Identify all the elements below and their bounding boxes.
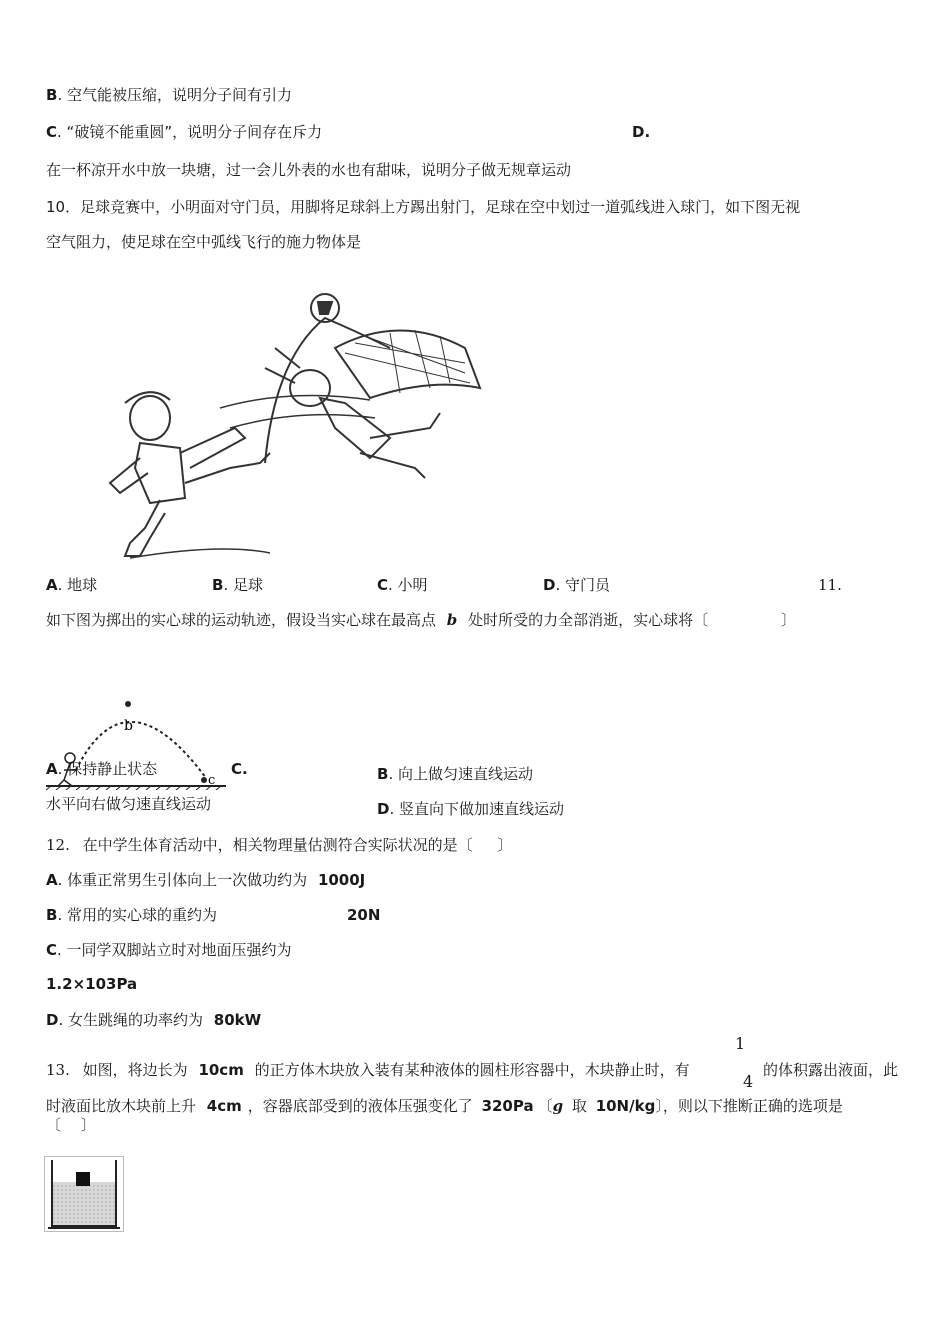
q9-option-b-letter: B	[46, 86, 58, 104]
q13-l2i: 〕，则以下推断正确的选项是	[655, 1097, 843, 1115]
q13-l2c: ，容器底部受到的液体压强变化了	[247, 1097, 473, 1115]
q12-option-b-letter: B	[46, 906, 58, 924]
q10-stem-line1: 10．足球竞赛中，小明面对守门员，用脚将足球斜上方踢出射门，足球在空中划过一道弧线进入球门，如下图无视	[46, 198, 801, 216]
q12-stem-text: 在中学生体育活动中，相关物理量估测符合实际状况的是〔	[82, 836, 473, 854]
q9-option-c-text: . “破镜不能重圆”，说明分子间存在斥力	[57, 123, 323, 141]
q11-stem-c: 〕	[780, 611, 796, 629]
q10-stem-line2: 空气阻力，使足球在空中弧线飞行的施力物体是	[46, 233, 362, 251]
goalkeeper-head-icon	[290, 370, 330, 406]
q11-stem	[46, 610, 796, 630]
q12-option-d-letter: D	[46, 1011, 59, 1029]
q11-option-c-label	[231, 759, 248, 779]
wood-block-icon	[76, 1172, 90, 1186]
q13-l1d: 的体积露出液面，此	[763, 1061, 899, 1079]
q11-option-a	[46, 759, 157, 779]
q12-option-d	[46, 1010, 261, 1030]
q11-option-a-letter: A	[46, 760, 58, 778]
q11-option-b	[377, 764, 533, 784]
goalkeeper-body-icon	[320, 398, 390, 458]
q10-option-c-text: . 小明	[388, 576, 428, 594]
q11-option-c-text: 水平向右做匀速直线运动	[46, 795, 212, 813]
q10-option-c-letter: C	[377, 576, 389, 594]
q10-option-b-text: . 足球	[223, 576, 263, 594]
q11-stem-a: 如下图为掷出的实心球的运动轨迹，假设当实心球在最高点	[46, 611, 437, 629]
q12-option-b-text: . 常用的实心球的重约为	[57, 906, 217, 924]
label-b: b	[124, 718, 133, 734]
q13-l1b: 10cm	[198, 1061, 244, 1079]
q12-stem-end: 〕	[497, 836, 513, 854]
q11-option-b-letter: B	[377, 765, 389, 783]
q9-option-c-letter: C	[46, 123, 58, 141]
q10-option-a	[46, 575, 97, 595]
q13-container-figure	[44, 1156, 124, 1232]
q10-option-a-text: . 地球	[57, 576, 98, 594]
q13-l2g: 取	[571, 1097, 587, 1115]
goal-net-icon	[335, 331, 480, 399]
q9-option-b	[46, 85, 292, 105]
q13-fraction-denominator: 4	[743, 1072, 754, 1091]
q11-point-b: b	[446, 611, 458, 629]
q12-option-c	[46, 940, 292, 960]
q12-option-d-value: 80kW	[213, 1011, 262, 1029]
q12-option-c-letter: C	[46, 941, 58, 959]
point-c-icon	[201, 777, 207, 783]
q13-l1a: 如图，将边长为	[82, 1061, 188, 1079]
q12-option-c-text: . 一同学双脚站立时对地面压强约为	[57, 941, 292, 959]
q11-option-c-dot: .	[242, 760, 248, 778]
q10-option-b	[212, 575, 263, 595]
q13-l2b: 4cm	[206, 1097, 242, 1115]
q12-option-a	[46, 870, 365, 890]
q12-stem	[46, 835, 512, 855]
q12-option-b	[46, 905, 217, 925]
q12-option-a-value: 1000J	[317, 871, 366, 889]
q9-option-d-text: 在一杯凉开水中放一块塘，过一会儿外表的水也有甜味，说明分子做无规章运动	[46, 161, 572, 179]
q10-option-d-text: . 守门员	[555, 576, 610, 594]
q10-soccer-figure	[70, 288, 500, 578]
q13-number: 13.	[46, 1061, 70, 1079]
q13-l2a: 时液面比放木块前上升	[46, 1097, 197, 1115]
q11-option-b-text: . 向上做匀速直线运动	[388, 765, 533, 783]
q9-option-b-text: . 空气能被压缩，说明分子间有引力	[57, 86, 292, 104]
q12-option-a-letter: A	[46, 871, 58, 889]
q11-option-d	[377, 799, 564, 819]
q9-option-d-dot: .	[644, 123, 651, 141]
q13-fraction-numerator: 1	[735, 1034, 746, 1053]
q11-option-d-letter: D	[377, 800, 390, 818]
ball-trajectory	[265, 318, 390, 463]
q12-option-d-text: . 女生跳绳的功率约为	[58, 1011, 203, 1029]
q13-stem-line2	[46, 1096, 843, 1116]
q13-stem-line3: 〔 〕	[46, 1116, 96, 1134]
kicker-body-icon	[135, 443, 185, 503]
q9-option-d-letter: D	[632, 123, 645, 141]
q10-option-c	[377, 575, 428, 595]
q13-l1c: 的正方体木块放入装有某种液体的圆柱形容器中，木块静止时，有	[254, 1061, 690, 1079]
q10-option-d	[543, 575, 610, 595]
q12-option-c-value: 1.2×103Pa	[46, 975, 138, 993]
q13-l2d: 320Pa	[481, 1097, 534, 1115]
q9-option-c	[46, 122, 322, 142]
q12-number: 12.	[46, 836, 70, 854]
label-c: c	[208, 773, 216, 788]
q11-option-a-text: . 保持静止状态	[57, 760, 158, 778]
q13-l2h: 10N/kg	[595, 1097, 656, 1115]
q11-stem-b: 处时所受的力全部消逝，实心球将〔	[468, 611, 709, 629]
q12-option-a-text: . 体重正常男生引体向上一次做功约为	[57, 871, 308, 889]
q13-l2f: g	[552, 1097, 564, 1115]
q10-option-b-letter: B	[212, 576, 224, 594]
kicker-head-icon	[130, 396, 170, 440]
q10-option-d-letter: D	[543, 576, 556, 594]
liquid-icon	[53, 1182, 115, 1225]
q10-option-a-letter: A	[46, 576, 58, 594]
q9-option-d-label	[632, 122, 650, 142]
point-b-icon	[125, 701, 131, 707]
q11-number: 11.	[818, 576, 842, 594]
q13-stem-line1	[46, 1060, 690, 1080]
q13-l2e: 〔	[537, 1097, 553, 1115]
q12-option-b-value: 20N	[347, 906, 381, 924]
q11-option-c-letter: C	[231, 760, 243, 778]
q11-option-d-text: . 竖直向下做加速直线运动	[389, 800, 564, 818]
